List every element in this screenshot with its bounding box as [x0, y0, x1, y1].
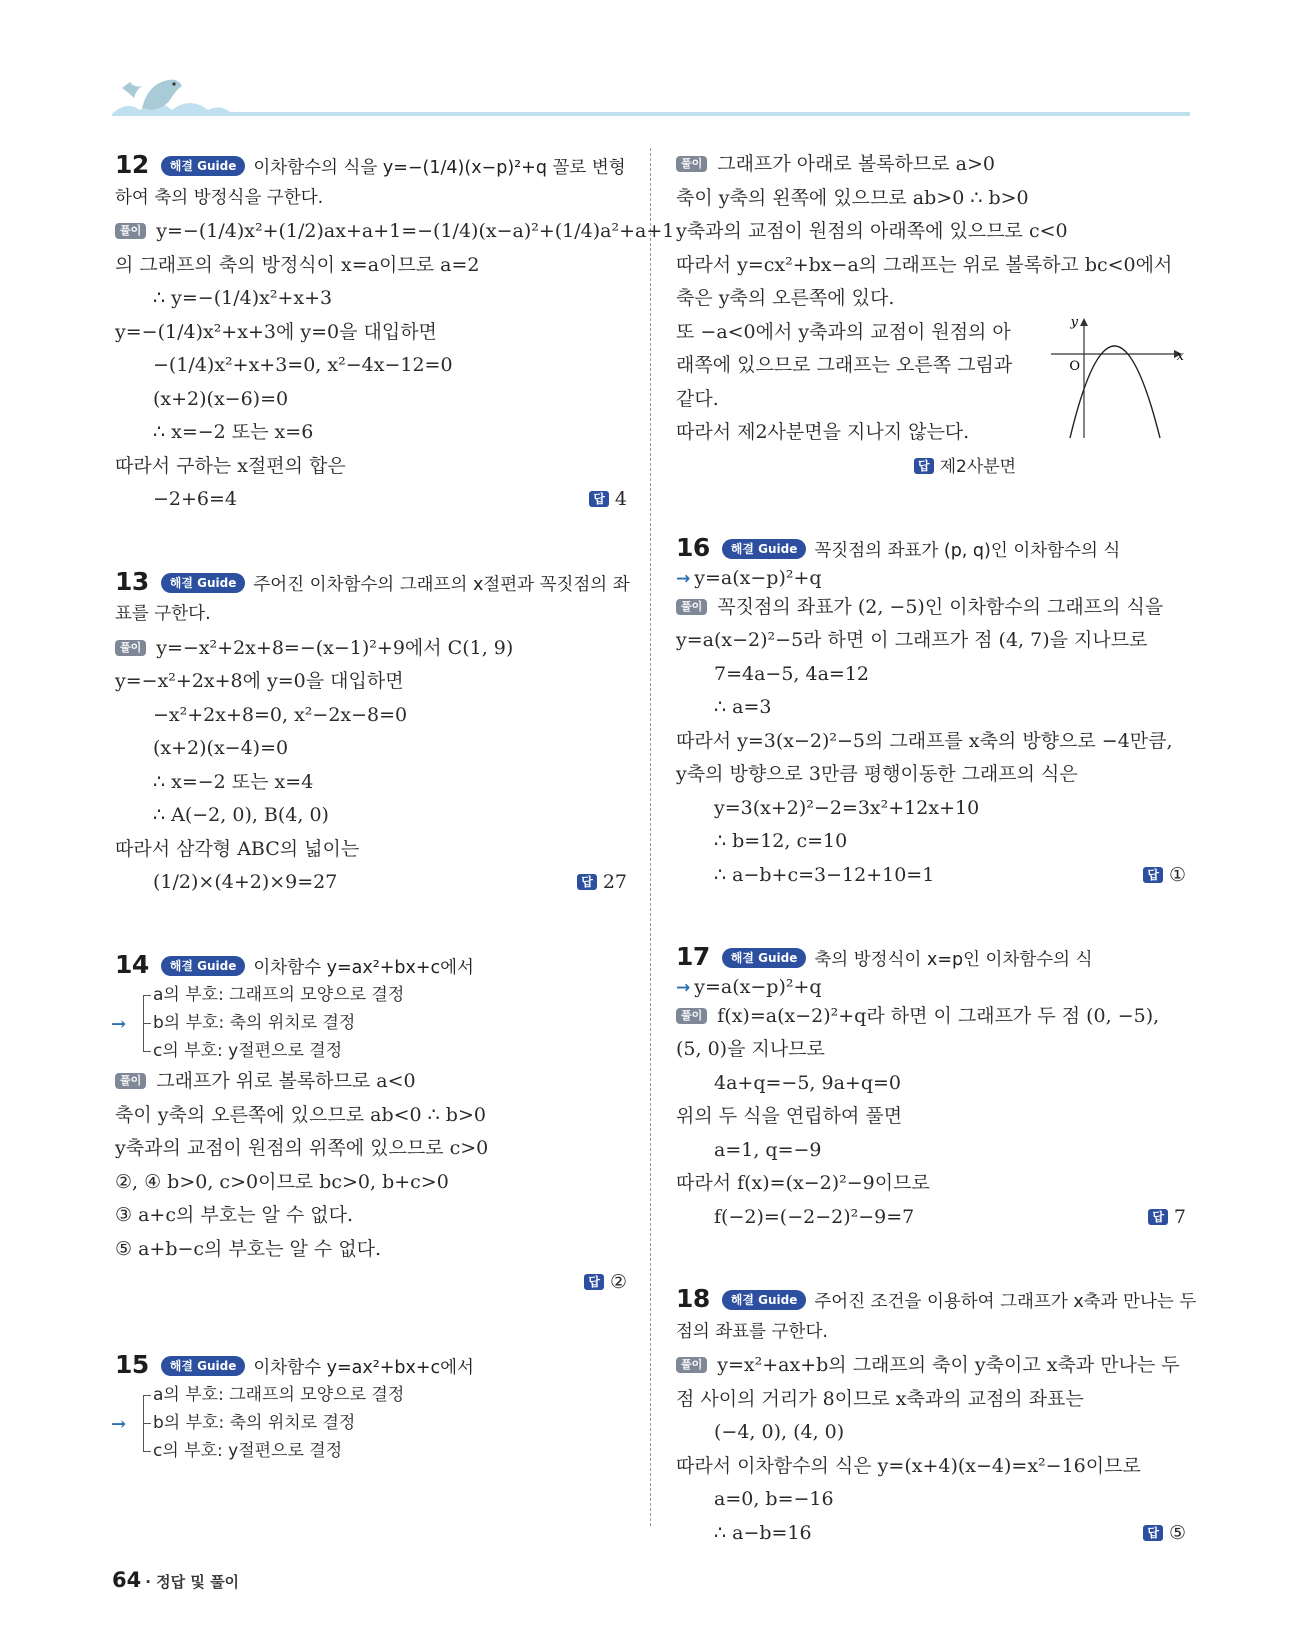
problem-number: 16 — [676, 533, 710, 562]
guide-badge: 해결 Guide — [722, 539, 807, 559]
guide-text: 주어진 이차함수의 그래프의 x절편과 꼭짓점의 좌 — [253, 574, 630, 595]
solution-line: 따라서 삼각형 ABC의 넓이는 — [115, 837, 360, 860]
y-axis-arrow-icon — [1080, 318, 1088, 326]
guide-formula: y=a(x−p)²+q — [694, 566, 822, 589]
solution-line: ∴ a=3 — [714, 696, 772, 718]
solution-line: a=1, q=−9 — [714, 1138, 822, 1161]
solution-line: f(−2)=(−2−2)²−9=7 — [714, 1205, 915, 1228]
solution-line: 4a+q=−5, 9a+q=0 — [714, 1071, 902, 1094]
solution-badge: 풀이 — [676, 156, 707, 172]
solution-line: 축이 y축의 왼쪽에 있으므로 ab>0 ∴ b>0 — [676, 186, 1029, 209]
problem-number: 12 — [115, 150, 149, 179]
page-number: 64 — [112, 1568, 142, 1592]
problem-number: 14 — [115, 949, 149, 979]
solution-line: 따라서 구하는 x절편의 합은 — [115, 454, 346, 477]
answer-badge: 답 — [1148, 1209, 1168, 1225]
guide-text: 이차함수 y=ax²+bx+c에서 — [253, 957, 474, 978]
problem-16 — [676, 531, 1186, 892]
answer — [1148, 1201, 1186, 1235]
page-footer — [112, 1568, 239, 1592]
guide-text: 점의 좌표를 구한다. — [676, 1321, 828, 1342]
solution-line: 축은 y축의 오른쪽에 있다. — [676, 287, 895, 309]
answer-badge: 답 — [1143, 1525, 1163, 1541]
solution-line: 래쪽에 있으므로 그래프는 오른쪽 그림과 — [676, 354, 1013, 376]
problem-number: 18 — [676, 1284, 710, 1313]
arrow-icon: → — [111, 1014, 127, 1035]
guide-bullet: c의 부호: y절편으로 결정 — [137, 1037, 627, 1065]
guide-text: 표를 구한다. — [115, 604, 211, 624]
solution-line: y=a(x−2)²−5라 하면 이 그래프가 점 (4, 7)을 지나므로 — [676, 629, 1148, 651]
solution-line: ∴ A(−2, 0), B(4, 0) — [153, 804, 329, 826]
answer — [1143, 859, 1186, 893]
solution-badge: 풀이 — [115, 223, 146, 239]
origin-label: O — [1069, 358, 1080, 374]
solution-line: y축과의 교점이 원점의 위쪽에 있으므로 c>0 — [115, 1137, 489, 1159]
guide-badge: 해결 Guide — [722, 1290, 807, 1310]
guide-bracket-list — [111, 1381, 627, 1465]
whale-logo-icon — [112, 70, 232, 116]
solution-line: f(x)=a(x−2)²+q라 하면 이 그래프가 두 점 (0, −5), — [717, 1004, 1160, 1027]
solution-line: y=−x²+2x+8=−(x−1)²+9에서 C(1, 9) — [156, 636, 514, 659]
solution-line: 점 사이의 거리가 8이므로 x축과의 교점의 좌표는 — [676, 1387, 1084, 1410]
guide-badge: 해결 Guide — [161, 956, 246, 976]
problem-15 — [111, 1348, 627, 1466]
solution-line: (x+2)(x−6)=0 — [153, 387, 289, 410]
answer-value: 7 — [1173, 1205, 1186, 1228]
solution-line: 7=4a−5, 4a=12 — [714, 662, 870, 685]
problem-15-solution — [676, 148, 1186, 483]
solution-badge: 풀이 — [676, 1357, 707, 1373]
answer-badge: 답 — [914, 458, 934, 474]
problem-18 — [676, 1282, 1197, 1550]
y-axis-label: y — [1070, 314, 1078, 330]
footer-title: · 정답 및 풀이 — [145, 1573, 240, 1591]
guide-badge: 해결 Guide — [161, 1356, 246, 1376]
problem-12 — [115, 148, 675, 517]
solution-line: 따라서 y=cx²+bx−a의 그래프는 위로 볼록하고 bc<0에서 — [676, 253, 1173, 276]
right-column — [676, 148, 1197, 1550]
answer — [1143, 1517, 1186, 1551]
guide-badge: 해결 Guide — [161, 156, 246, 176]
solution-line: ∴ a−b+c=3−12+10=1 — [714, 863, 935, 886]
answer-value: ① — [1168, 863, 1186, 886]
solution-line: 의 그래프의 축의 방정식이 x=a이므로 a=2 — [115, 253, 480, 276]
problem-number: 17 — [676, 942, 710, 971]
solution-line: ②, ④ b>0, c>0이므로 bc>0, b+c>0 — [115, 1170, 449, 1193]
guide-bullet: c의 부호: y절편으로 결정 — [137, 1437, 627, 1465]
solution-line: 따라서 이차함수의 식은 y=(x+4)(x−4)=x²−16이므로 — [676, 1454, 1141, 1477]
guide-badge: 해결 Guide — [722, 948, 807, 968]
column-divider — [650, 148, 651, 1526]
guide-bullet: a의 부호: 그래프의 모양으로 결정 — [137, 1381, 627, 1409]
answer-badge: 답 — [1143, 867, 1163, 883]
solution-line: ∴ b=12, c=10 — [714, 830, 848, 852]
guide-text: 이차함수의 식을 y=−(1/4)(x−p)²+q 꼴로 변형 — [253, 158, 626, 178]
answer — [589, 483, 627, 517]
guide-bullet: a의 부호: 그래프의 모양으로 결정 — [137, 981, 627, 1009]
solution-line: −(1/4)x²+x+3=0, x²−4x−12=0 — [153, 354, 453, 376]
guide-text: 주어진 조건을 이용하여 그래프가 x축과 만나는 두 — [814, 1292, 1197, 1312]
solution-line: ③ a+c의 부호는 알 수 없다. — [115, 1204, 353, 1226]
solution-line: (x+2)(x−4)=0 — [153, 737, 289, 759]
answer-value: 27 — [602, 871, 627, 893]
solution-badge: 풀이 — [676, 599, 707, 615]
answer — [584, 1266, 627, 1300]
answer-value: 제2사분면 — [939, 456, 1017, 477]
parabola-graph — [1046, 314, 1186, 444]
problem-number: 15 — [115, 1349, 149, 1379]
solution-line: 같다. — [676, 387, 719, 410]
problem-13 — [115, 565, 630, 900]
answer — [577, 866, 627, 900]
guide-bracket-list — [111, 981, 627, 1065]
solution-line: −x²+2x+8=0, x²−2x−8=0 — [153, 703, 408, 726]
solution-line: ∴ x=−2 또는 x=4 — [153, 770, 314, 793]
solution-line: y축의 방향으로 3만큼 평행이동한 그래프의 식은 — [676, 763, 1078, 785]
answer-badge: 답 — [589, 491, 609, 507]
solution-line: y=3(x+2)²−2=3x²+12x+10 — [714, 796, 980, 819]
solution-line: 따라서 y=3(x−2)²−5의 그래프를 x축의 방향으로 −4만큼, — [676, 729, 1173, 752]
guide-text: 축의 방정식이 x=p인 이차함수의 식 — [814, 950, 1093, 970]
solution-line: (1/2)×(4+2)×9=27 — [153, 871, 338, 893]
solution-line: 따라서 f(x)=(x−2)²−9이므로 — [676, 1172, 930, 1194]
solution-line: (5, 0)을 지나므로 — [676, 1038, 825, 1060]
solution-line: ∴ a−b=16 — [714, 1521, 812, 1544]
left-column — [111, 148, 675, 1465]
solution-line: 그래프가 아래로 볼록하므로 a>0 — [717, 153, 995, 175]
solution-line: ∴ y=−(1/4)x²+x+3 — [153, 287, 333, 309]
guide-text: 하여 축의 방정식을 구한다. — [115, 187, 324, 208]
problem-17 — [676, 940, 1186, 1234]
solution-line: ⑤ a+b−c의 부호는 알 수 없다. — [115, 1237, 382, 1260]
solution-line: 위의 두 식을 연립하여 풀면 — [676, 1105, 903, 1127]
solution-line: y=−(1/4)x²+x+3에 y=0을 대입하면 — [115, 320, 437, 343]
problem-number: 13 — [115, 566, 149, 596]
solution-line: y=x²+ax+b의 그래프의 축이 y축이고 x축과 만나는 두 — [717, 1354, 1180, 1376]
x-axis-label: x — [1176, 348, 1184, 364]
problem-14 — [111, 948, 627, 1300]
solution-line: −2+6=4 — [153, 488, 238, 510]
guide-formula: y=a(x−p)²+q — [694, 975, 822, 998]
guide-bullet: b의 부호: 축의 위치로 결정 — [137, 1009, 627, 1037]
guide-badge: 해결 Guide — [161, 573, 246, 593]
solution-line: 그래프가 위로 볼록하므로 a<0 — [156, 1070, 416, 1092]
answer-badge: 답 — [584, 1274, 604, 1290]
solution-line: y축과의 교점이 원점의 아래쪽에 있으므로 c<0 — [676, 220, 1068, 242]
answer-value: 4 — [614, 488, 627, 510]
solution-line: (−4, 0), (4, 0) — [714, 1421, 845, 1443]
arrow-icon: → — [676, 568, 691, 589]
guide-bullet: b의 부호: 축의 위치로 결정 — [137, 1409, 627, 1437]
guide-text: 이차함수 y=ax²+bx+c에서 — [253, 1357, 474, 1378]
solution-line: 따라서 제2사분면을 지나지 않는다. — [676, 421, 970, 443]
solution-badge: 풀이 — [115, 1073, 146, 1089]
answer-value: ⑤ — [1168, 1521, 1186, 1544]
answer-value: ② — [609, 1271, 627, 1293]
solution-line: 또 −a<0에서 y축과의 교점이 원점의 아 — [676, 320, 1011, 343]
guide-text: 꼭짓점의 좌표가 (p, q)인 이차함수의 식 — [814, 541, 1121, 561]
solution-line: 꼭짓점의 좌표가 (2, −5)인 이차함수의 그래프의 식을 — [717, 595, 1164, 618]
solution-badge: 풀이 — [115, 640, 146, 656]
solution-line: 축이 y축의 오른쪽에 있으므로 ab<0 ∴ b>0 — [115, 1103, 486, 1126]
solution-badge: 풀이 — [676, 1008, 707, 1024]
answer-badge: 답 — [577, 874, 597, 890]
solution-line: ∴ x=−2 또는 x=6 — [153, 421, 314, 443]
solution-line: a=0, b=−16 — [714, 1488, 834, 1510]
solution-line: y=−x²+2x+8에 y=0을 대입하면 — [115, 670, 404, 692]
arrow-icon: → — [676, 977, 691, 998]
solution-line: y=−(1/4)x²+(1/2)ax+a+1=−(1/4)(x−a)²+(1/4)a²+a+1 — [156, 220, 675, 242]
arrow-icon: → — [111, 1414, 127, 1435]
header-rule — [115, 112, 1190, 116]
